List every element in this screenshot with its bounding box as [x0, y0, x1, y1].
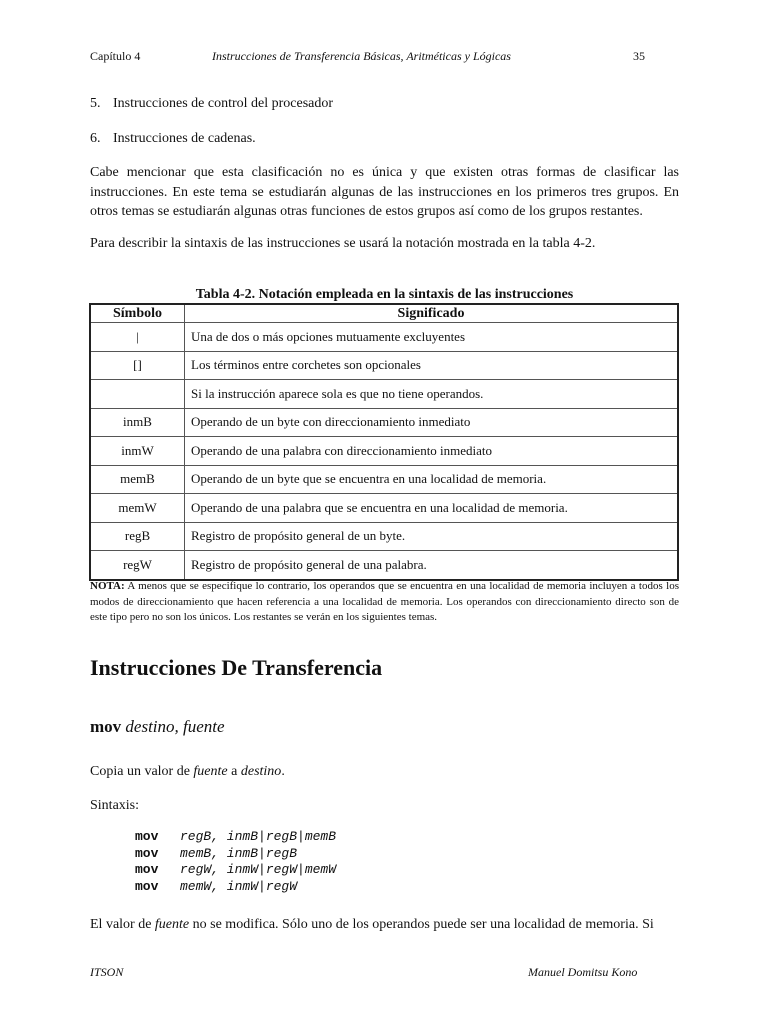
- meaning-cell: Los términos entre corchetes son opcionales: [185, 351, 679, 380]
- para-emphasis: fuente: [154, 917, 190, 932]
- desc-text: Copia un valor de: [90, 764, 194, 779]
- meaning-cell: Operando de un byte con direccionamiento inmediato: [185, 408, 679, 437]
- list-item-text: Instrucciones de control del procesador: [113, 96, 334, 111]
- symbol-cell: regW: [90, 551, 185, 580]
- footer-author: Manuel Domitsu Kono: [528, 965, 638, 979]
- table-row: [90, 323, 678, 352]
- code-args: memB, inmB|regB: [180, 845, 298, 861]
- table-note: [90, 579, 679, 626]
- header-page-number: 35: [633, 49, 645, 63]
- meaning-cell: Registro de propósito general de un byte.: [185, 522, 679, 551]
- meaning-cell: Operando de una palabra con direccionamiento inmediato: [185, 437, 679, 466]
- code-line: [135, 846, 336, 863]
- table-caption: Tabla 4-2. Notación empleada en la sintaxis de las instrucciones: [195, 287, 574, 302]
- code-keyword: mov: [135, 845, 159, 861]
- list-item-number: 5.: [90, 96, 101, 111]
- meaning-cell: Si la instrucción aparece sola es que no tiene operandos.: [185, 380, 679, 409]
- symbol-cell: |: [90, 323, 185, 352]
- instruction-heading: [90, 717, 225, 737]
- code-args: memW, inmW|regW: [180, 878, 298, 894]
- table-row: [90, 551, 678, 580]
- meaning-cell: Una de dos o más opciones mutuamente excluyentes: [185, 323, 679, 352]
- symbol-cell: inmW: [90, 437, 185, 466]
- table-row: [90, 351, 678, 380]
- desc-text: .: [281, 764, 285, 779]
- symbol-cell: memB: [90, 465, 185, 494]
- table-header-row: [90, 304, 678, 323]
- code-keyword: mov: [135, 829, 159, 844]
- instruction-mnemonic: mov: [90, 717, 122, 736]
- desc-emphasis-destination: destino: [240, 764, 282, 779]
- list-item-text: Instrucciones de cadenas.: [113, 131, 256, 146]
- table-row: [90, 380, 678, 409]
- header-chapter: Capítulo 4: [90, 49, 141, 63]
- table-row: [90, 437, 678, 466]
- list-item-number: 6.: [90, 131, 101, 146]
- para-text: El valor de: [90, 917, 155, 932]
- table-row: [90, 522, 678, 551]
- paragraph-notation-intro: Para describir la sintaxis de las instrucciones se usará la notación mostrada en la tabla 4-2.: [90, 236, 596, 251]
- note-label: NOTA:: [90, 580, 125, 592]
- meaning-cell: Operando de una palabra que se encuentra en una localidad de memoria.: [185, 494, 679, 523]
- code-line: [135, 862, 336, 879]
- section-title: Instrucciones De Transferencia: [90, 655, 383, 680]
- code-line: [135, 829, 336, 846]
- syntax-label: Sintaxis:: [90, 798, 140, 813]
- code-keyword: mov: [135, 878, 159, 894]
- symbol-cell: memW: [90, 494, 185, 523]
- symbol-cell: regB: [90, 522, 185, 551]
- table-row: [90, 465, 678, 494]
- paragraph-classification: Cabe mencionar que esta clasificación no es única y que existen otras formas de clasificar las instrucciones. En este tema se estudiarán algunas de las instrucciones en los primeros tres grupos. En otros temas se estudiarán algunas otras funciones de estos grupos así como de los grupos restantes.: [90, 165, 679, 219]
- code-args: regB, inmB|regB|memB: [180, 829, 337, 844]
- meaning-cell: Operando de un byte que se encuentra en una localidad de memoria.: [185, 465, 679, 494]
- symbol-cell: [90, 380, 185, 409]
- footer-institution: ITSON: [90, 965, 124, 979]
- code-args: regW, inmW|regW|memW: [180, 862, 337, 877]
- instruction-description: [90, 762, 679, 782]
- note-text: A menos que se especifique lo contrario, los operandos que se encuentra en una localidad de memoria incluyen a todos los modos de direccionamiento que hacen referencia a una localidad de memoria. Los operandos con direccionamiento directo son de este tipo pero no son los únicos. Los restantes se verán en los siguientes temas.: [90, 580, 679, 623]
- code-line: [135, 879, 336, 896]
- desc-emphasis-source: fuente: [193, 764, 228, 779]
- symbol-cell: inmB: [90, 408, 185, 437]
- column-header-meaning: Significado: [185, 304, 679, 323]
- instruction-operands: destino, fuente: [125, 717, 225, 736]
- list-item: [90, 94, 679, 114]
- table-row: [90, 408, 678, 437]
- list-item: [90, 129, 679, 149]
- header-title: Instrucciones de Transferencia Básicas, Aritméticas y Lógicas: [212, 49, 511, 63]
- desc-text: a: [227, 764, 241, 779]
- syntax-code-block: [135, 829, 336, 895]
- para-text: no se modifica. Sólo uno de los operandos puede ser una localidad de memoria. Si: [189, 917, 654, 932]
- notation-table: [89, 303, 679, 581]
- code-keyword: mov: [135, 862, 159, 877]
- table-row: [90, 494, 678, 523]
- symbol-cell: []: [90, 351, 185, 380]
- paragraph-source-note: [90, 915, 679, 935]
- column-header-symbol: Símbolo: [90, 304, 185, 323]
- meaning-cell: Registro de propósito general de una palabra.: [185, 551, 679, 580]
